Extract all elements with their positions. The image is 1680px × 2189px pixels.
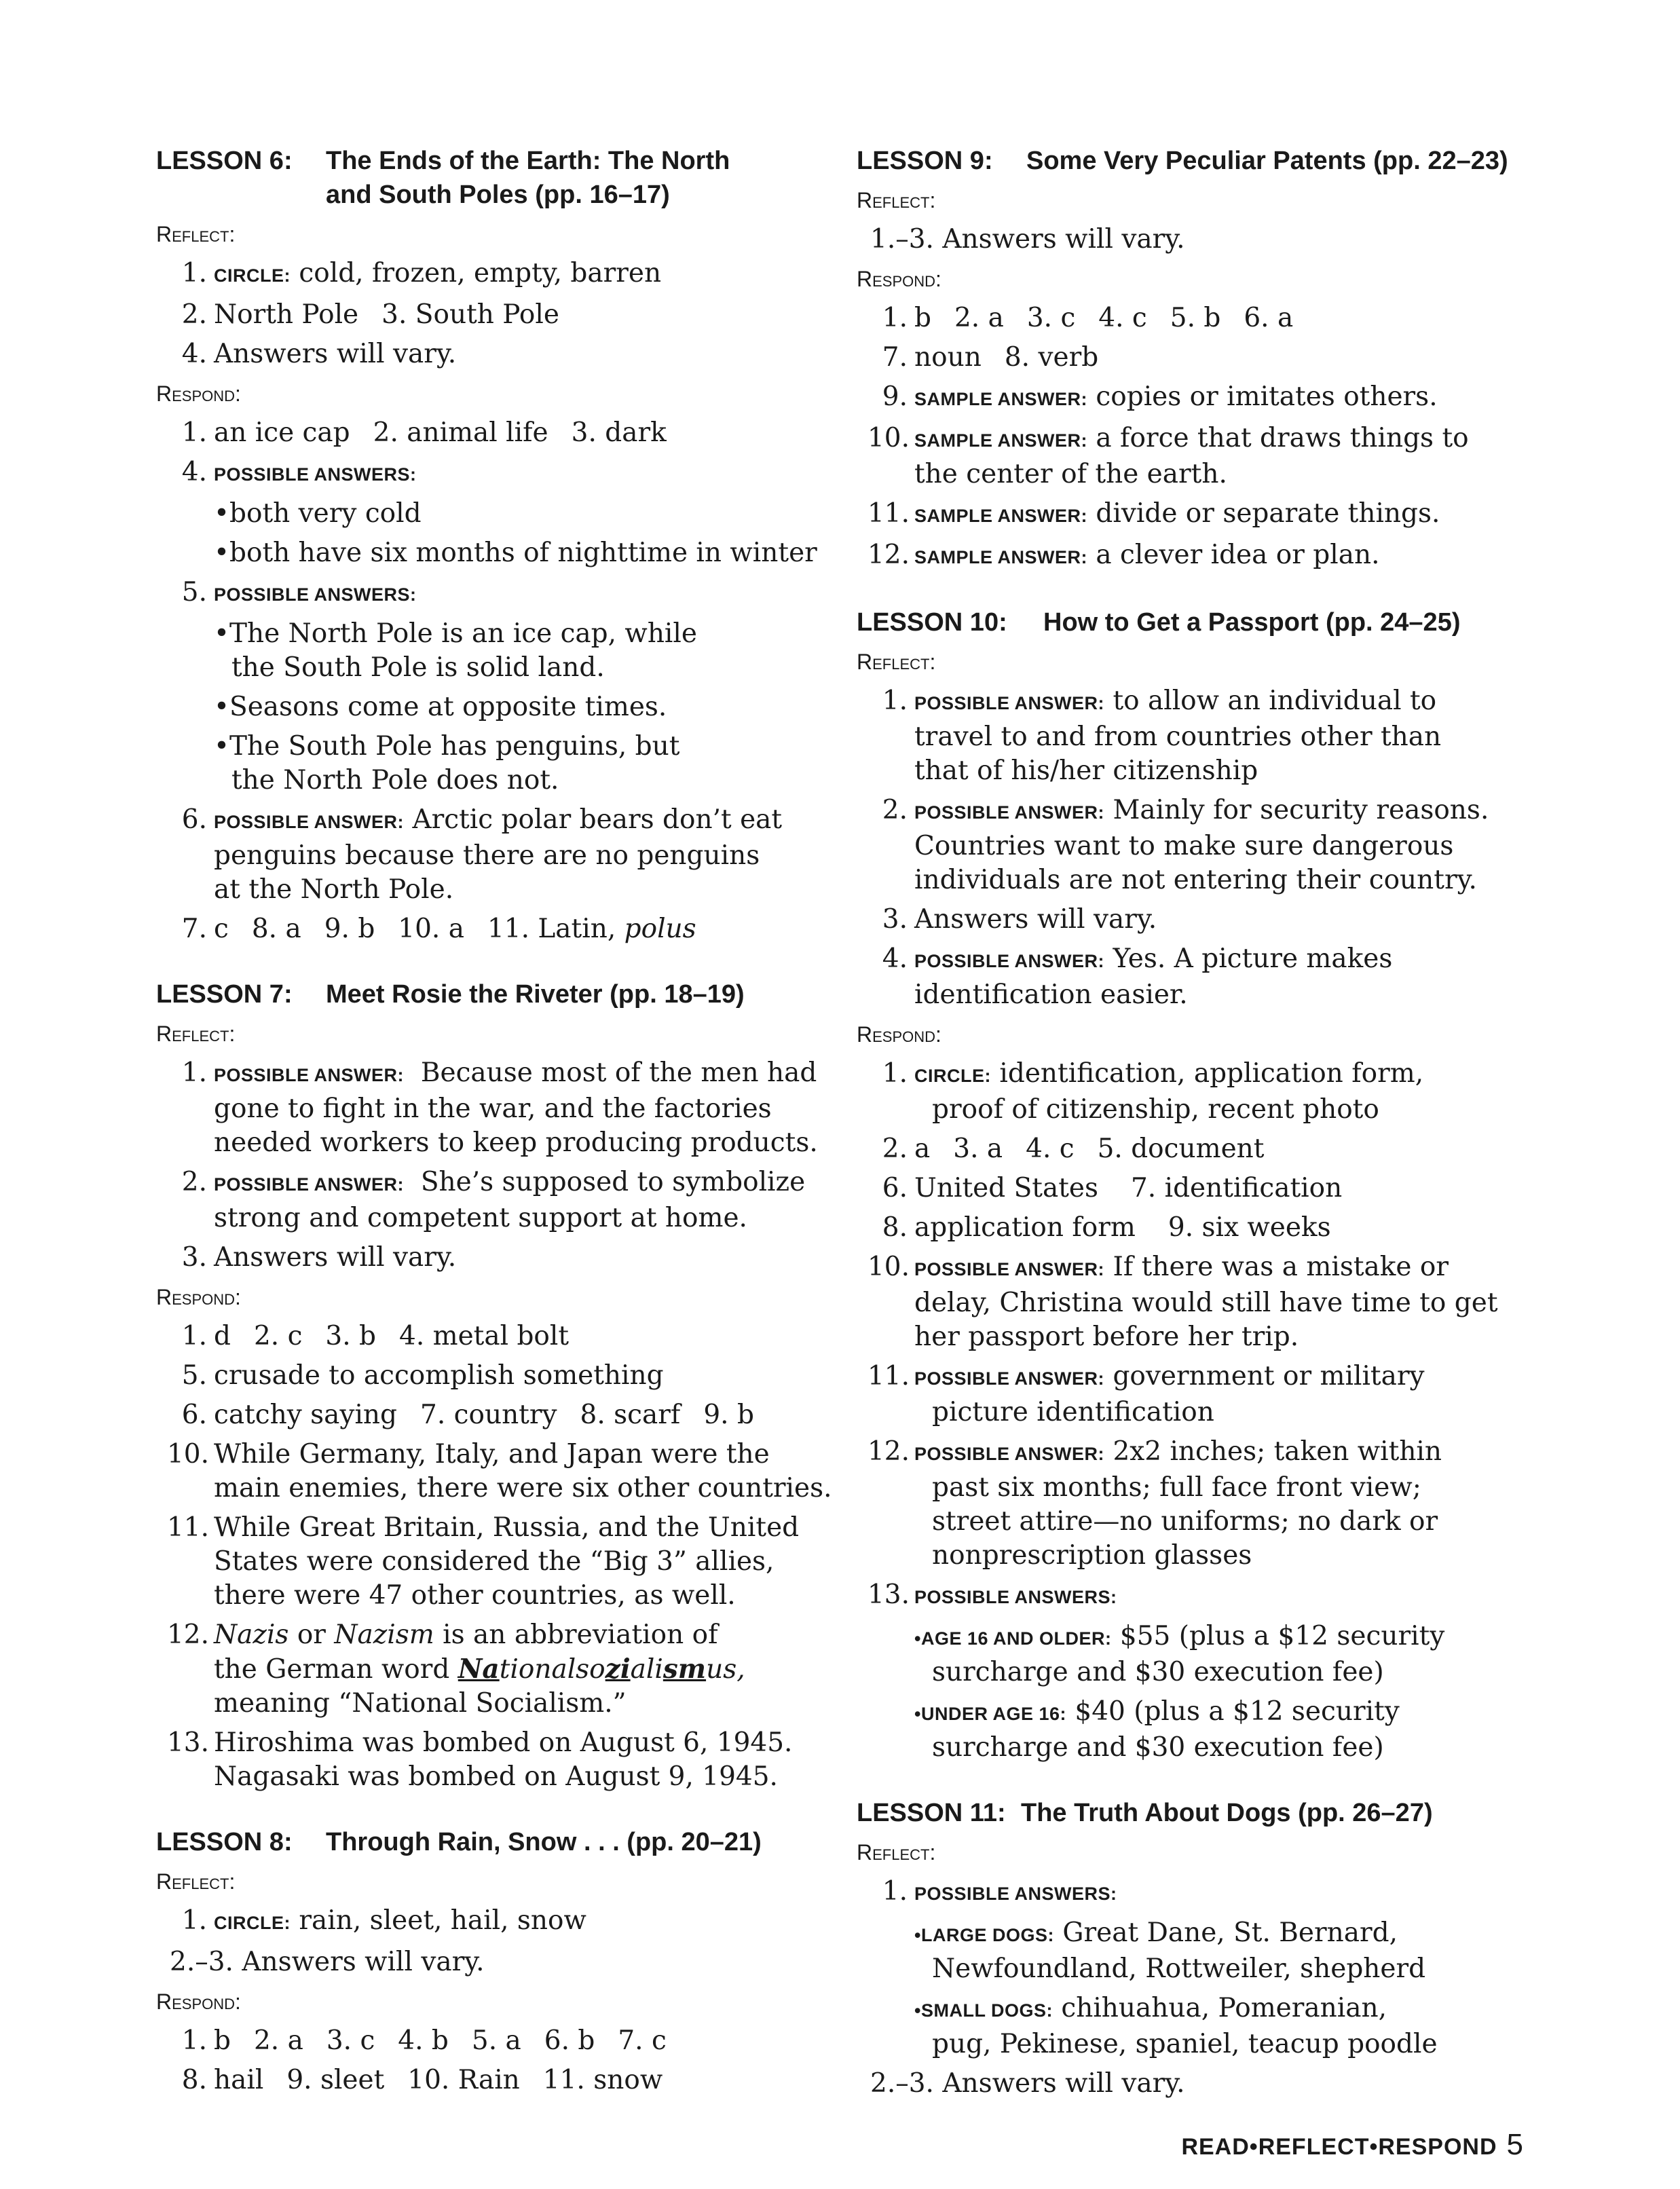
lesson-number: LESSON 9: <box>857 147 993 175</box>
bullet-item: •The North Pole is an ice cap, while the South Pole is solid land. <box>214 618 697 683</box>
lesson-7-heading <box>156 977 835 1011</box>
answer-item: 10. While Germany, Italy, and Japan were the main enemies, there were six other countries. <box>166 1439 832 1503</box>
answer-item: 1. POSSIBLE ANSWER: to allow an individual to travel to and from countries other than that of his/her citizenship <box>882 686 1442 786</box>
answer-item: 11. While Great Britain, Russia, and the United States were considered the “Big 3” allies, there were 47 other countries, as well. <box>166 1512 800 1611</box>
respond-label: Respond: <box>156 1989 241 2014</box>
answer-item: 13. Hiroshima was bombed on August 6, 1945. Nagasaki was bombed on August 9, 1945. <box>166 1727 793 1792</box>
answer-tag: POSSIBLE ANSWER: <box>914 1259 1105 1279</box>
answer-tag: SAMPLE ANSWER: <box>914 430 1087 451</box>
answer-item: 1. b 2. a 3. c 4. c 5. b 6. a <box>882 303 1294 333</box>
answer-item: 12. Nazis or Nazism is an abbreviation of the German word Nationalsozialismus, meaning “National Socialism.” <box>166 1620 745 1719</box>
answer-item: 2. POSSIBLE ANSWER: She’s supposed to symbolize strong and competent support at home. <box>181 1167 806 1233</box>
answer-tag: POSSIBLE ANSWERS: <box>214 464 417 485</box>
answer-item: 1. CIRCLE: rain, sleet, hail, snow <box>181 1905 586 1936</box>
bullet-item: •SMALL DOGS: chihuahua, Pomeranian, pug, Pekinese, spaniel, teacup poodle <box>914 1993 1438 2059</box>
bullet-item: •LARGE DOGS: Great Dane, St. Bernard, Newfoundland, Rottweiler, shepherd <box>914 1917 1426 1984</box>
answer-item: 11. POSSIBLE ANSWER: government or military picture identification <box>867 1361 1425 1427</box>
answer-item: 2. POSSIBLE ANSWER: Mainly for security reasons. Countries want to make sure dangerous individuals are not entering their country. <box>882 795 1489 895</box>
answer-tag: POSSIBLE ANSWERS: <box>214 584 417 605</box>
lesson-10 <box>857 605 1535 1765</box>
answer-item: 6. catchy saying 7. country 8. scarf 9. b <box>181 1400 754 1430</box>
answer-item: 12. POSSIBLE ANSWER: 2x2 inches; taken within past six months; full face front view; street attire—no uniforms; no dark or nonprescription glasses <box>867 1436 1442 1571</box>
bullet-item: •both have six months of nighttime in winter <box>214 538 817 568</box>
answer-item: 9. SAMPLE ANSWER: copies or imitates others. <box>882 381 1438 412</box>
lesson-title: Some Very Peculiar Patents (pp. 22–23) <box>1026 147 1508 175</box>
answer-item: 5. POSSIBLE ANSWERS: <box>181 577 417 607</box>
bullet-item: •Seasons come at opposite times. <box>214 692 667 722</box>
reflect-label: Reflect: <box>857 1840 936 1865</box>
answer-tag: •UNDER AGE 16: <box>914 1704 1066 1724</box>
answer-item: 2.–3. Answers will vary. <box>870 2068 1185 2099</box>
right-column <box>857 144 1535 2132</box>
answer-item: 10. SAMPLE ANSWER: a force that draws things to the center of the earth. <box>867 423 1469 489</box>
lesson-8-heading <box>156 1825 835 1859</box>
answer-item: 5. crusade to accomplish something <box>181 1360 664 1391</box>
answer-item: 1. b 2. a 3. c 4. b 5. a 6. b 7. c <box>181 2025 667 2056</box>
reflect-label: Reflect: <box>156 222 236 246</box>
answer-tag: •AGE 16 AND OLDER: <box>914 1628 1112 1649</box>
lesson-title: The Ends of the Earth: The North and South Poles (pp. 16–17) <box>326 147 730 209</box>
answer-tag: SAMPLE ANSWER: <box>914 389 1087 409</box>
lesson-number: LESSON 7: <box>156 980 293 1009</box>
answer-tag: POSSIBLE ANSWER: <box>214 1065 405 1085</box>
answer-tag: POSSIBLE ANSWERS: <box>914 1587 1117 1607</box>
answer-tag: POSSIBLE ANSWER: <box>914 802 1105 823</box>
answer-tag: POSSIBLE ANSWER: <box>914 1444 1105 1464</box>
left-column <box>156 144 835 2129</box>
respond-label: Respond: <box>857 1022 941 1047</box>
answer-tag: POSSIBLE ANSWER: <box>214 812 405 832</box>
reflect-label: Reflect: <box>857 188 936 212</box>
lesson-9-heading <box>857 144 1535 178</box>
answer-item: 3. Answers will vary. <box>181 1242 457 1273</box>
answer-item: 8. hail 9. sleet 10. Rain 11. snow <box>181 2065 663 2095</box>
answer-item: 10. POSSIBLE ANSWER: If there was a mistake or delay, Christina would still have time to get her passport before her trip. <box>867 1252 1498 1352</box>
answer-item: 6. POSSIBLE ANSWER: Arctic polar bears don’t eat penguins because there are no penguins at the North Pole. <box>181 804 783 905</box>
footer-brand: READ•REFLECT•RESPOND <box>1181 2134 1497 2160</box>
answer-item: 1. CIRCLE: cold, frozen, empty, barren <box>181 258 662 288</box>
answer-item: 8. application form 9. six weeks <box>882 1212 1331 1243</box>
respond-label: Respond: <box>156 381 241 406</box>
lesson-title: The Truth About Dogs (pp. 26–27) <box>1021 1799 1433 1827</box>
reflect-label: Reflect: <box>156 1022 236 1046</box>
lesson-11 <box>857 1796 1535 2101</box>
answer-item: 3. Answers will vary. <box>882 904 1157 935</box>
lesson-6-heading <box>156 144 835 212</box>
answer-tag: POSSIBLE ANSWER: <box>214 1174 405 1195</box>
lesson-number: LESSON 10: <box>857 608 1007 637</box>
lesson-11-heading <box>857 1796 1535 1830</box>
page-number: 5 <box>1506 2128 1524 2161</box>
respond-label: Respond: <box>857 267 941 291</box>
answer-tag: POSSIBLE ANSWER: <box>914 693 1105 713</box>
answer-item: 2.–3. Answers will vary. <box>170 1947 485 1977</box>
answer-item: 1. POSSIBLE ANSWER: Because most of the men had gone to fight in the war, and the factories needed workers to keep producing products. <box>181 1058 818 1158</box>
lesson-8 <box>156 1825 835 2097</box>
german-word: Nationalsozialismus, <box>458 1653 745 1685</box>
answer-item: 6. United States 7. identification <box>882 1173 1343 1203</box>
answer-item: 2. North Pole 3. South Pole <box>181 299 559 330</box>
lesson-number: LESSON 11: <box>857 1799 1006 1827</box>
respond-label: Respond: <box>156 1285 241 1309</box>
answer-tag: POSSIBLE ANSWERS: <box>914 1884 1117 1904</box>
lesson-number: LESSON 8: <box>156 1828 293 1856</box>
answer-tag: SAMPLE ANSWER: <box>914 547 1087 567</box>
answer-item: 12. SAMPLE ANSWER: a clever idea or plan. <box>867 540 1380 570</box>
answer-item: 2. a 3. a 4. c 5. document <box>882 1134 1265 1164</box>
answer-tag: •SMALL DOGS: <box>914 2000 1053 2021</box>
answer-item: 4. Answers will vary. <box>181 339 457 369</box>
lesson-title: Through Rain, Snow . . . (pp. 20–21) <box>326 1828 762 1856</box>
answer-item: 1. CIRCLE: identification, application form, proof of citizenship, recent photo <box>882 1058 1424 1125</box>
bullet-item: •The South Pole has penguins, but the North Pole does not. <box>214 731 680 796</box>
bullet-item: •AGE 16 AND OLDER: $55 (plus a $12 security surcharge and $30 execution fee) <box>914 1621 1445 1687</box>
answer-item: 1.–3. Answers will vary. <box>870 224 1185 255</box>
lesson-number: LESSON 6: <box>156 147 293 175</box>
lesson-6 <box>156 144 835 946</box>
lesson-10-heading <box>857 605 1535 639</box>
lesson-7 <box>156 977 835 1794</box>
answer-item: 4. POSSIBLE ANSWER: Yes. A picture makes identification easier. <box>882 943 1393 1010</box>
answer-tag: •LARGE DOGS: <box>914 1925 1054 1945</box>
answer-tag: CIRCLE: <box>214 265 291 286</box>
answer-item: 4. POSSIBLE ANSWERS: <box>181 457 417 487</box>
answer-item: 7. noun 8. verb <box>882 342 1099 373</box>
answer-tag: POSSIBLE ANSWER: <box>914 951 1105 971</box>
reflect-label: Reflect: <box>857 650 936 674</box>
lesson-title: How to Get a Passport (pp. 24–25) <box>1043 608 1461 637</box>
answer-tag: SAMPLE ANSWER: <box>914 506 1087 526</box>
answer-item: 1. POSSIBLE ANSWERS: <box>882 1876 1117 1907</box>
answer-tag: CIRCLE: <box>214 1913 291 1933</box>
page-footer <box>1181 2128 1524 2162</box>
lesson-title: Meet Rosie the Riveter (pp. 18–19) <box>326 980 745 1009</box>
answer-item: 11. SAMPLE ANSWER: divide or separate things. <box>867 498 1440 529</box>
bullet-item: •both very cold <box>214 498 422 529</box>
answer-tag: CIRCLE: <box>914 1066 991 1086</box>
reflect-label: Reflect: <box>156 1869 236 1894</box>
answer-tag: POSSIBLE ANSWER: <box>914 1368 1105 1389</box>
bullet-item: •UNDER AGE 16: $40 (plus a $12 security surcharge and $30 execution fee) <box>914 1696 1400 1763</box>
answer-item: 7. c 8. a 9. b 10. a 11. Latin, polus <box>181 914 696 944</box>
lesson-9 <box>857 144 1535 574</box>
answer-item: 1. an ice cap 2. animal life 3. dark <box>181 417 667 448</box>
answer-item: 1. d 2. c 3. b 4. metal bolt <box>181 1321 570 1351</box>
answer-item: 13. POSSIBLE ANSWERS: <box>867 1579 1117 1610</box>
